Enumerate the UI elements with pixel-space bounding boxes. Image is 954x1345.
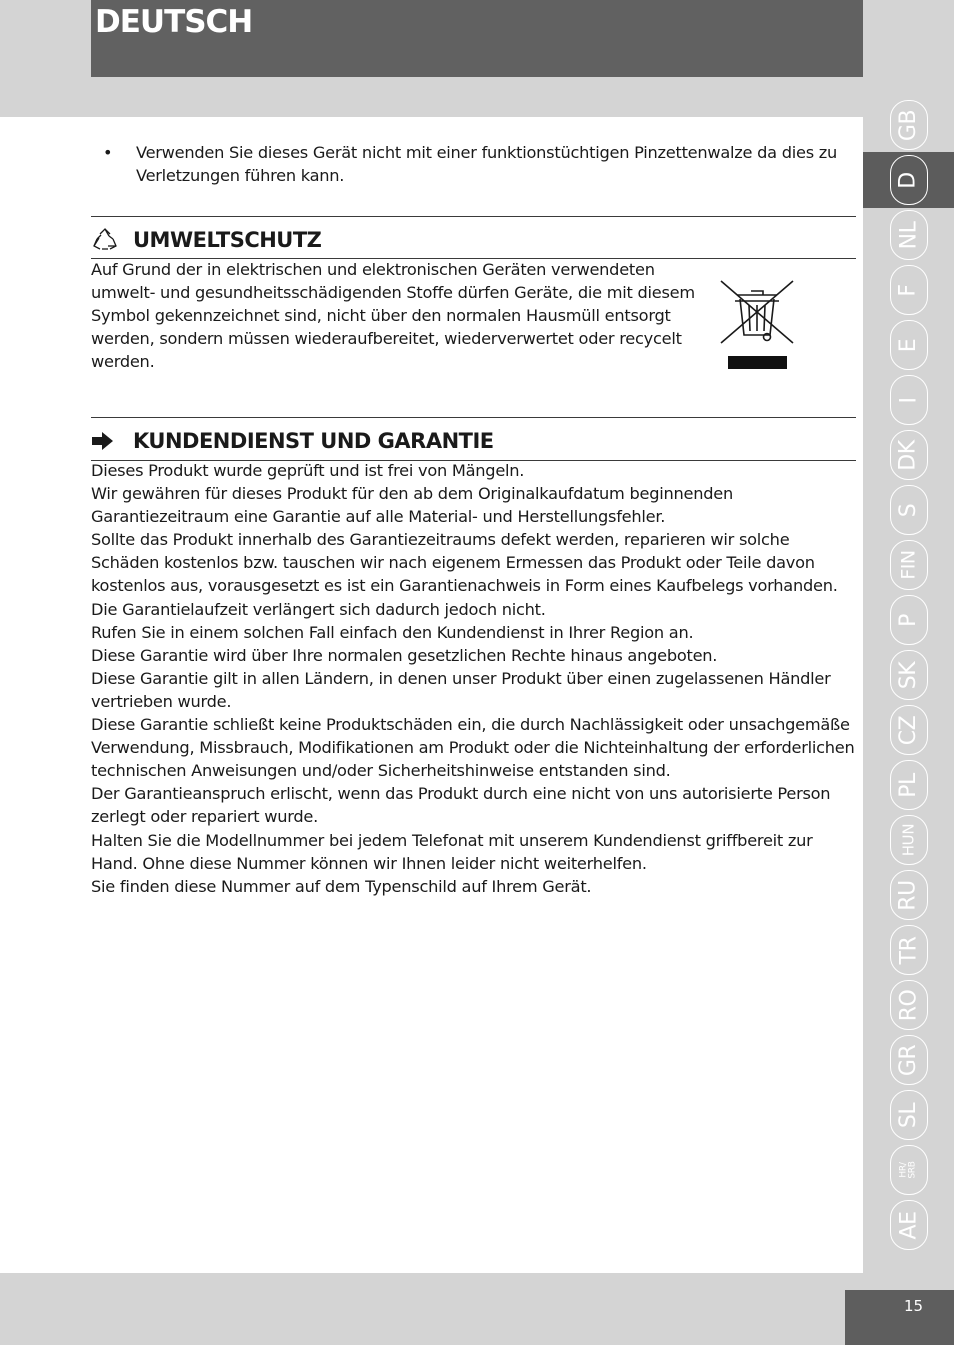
service-paragraph: Wir gewähren für dieses Produkt für den ab dem Originalkaufdatum beginnenden Garantiezeitraum eine Garantie auf alle Material- und Herstellungsfehler.	[91, 484, 733, 527]
language-tab-fin[interactable]: FIN	[863, 537, 954, 593]
language-tab-s[interactable]: S	[863, 482, 954, 538]
service-paragraph: Halten Sie die Modellnummer bei jedem Telefonat mit unserem Kundendienst griffbereit zur Hand. Ohne diese Nummer können wir Ihnen leider nicht weiterhelfen.	[91, 830, 813, 873]
service-title: KUNDENDIENST UND GARANTIE	[133, 429, 494, 453]
safety-bullet	[103, 141, 853, 187]
environment-text: Auf Grund der in elektrischen und elektronischen Geräten verwendeten umwelt- und gesundheitsschädigenden Stoffe dürfen Geräte, die mit diesem Symbol gekennzeichnet sind, nicht über den normalen Hausmüll entsorgt werden, sondern müssen wiederaufbereitet, wiederverwertet oder recycelt werden.	[91, 260, 695, 372]
recycle-icon	[91, 226, 121, 254]
language-tab-nl[interactable]: NL	[863, 207, 954, 263]
crossed-out-wheelie-bin-icon	[717, 279, 797, 373]
environment-heading	[91, 222, 856, 258]
language-tab-sl[interactable]: SL	[863, 1087, 954, 1143]
bullet-text: Verwenden Sie dieses Gerät nicht mit einer funktionstüchtigen Pinzettenwalze da dies zu Verletzungen führen kann.	[136, 143, 838, 186]
language-tab-ro[interactable]: RO	[863, 977, 954, 1033]
service-text	[91, 459, 856, 898]
language-tab-p[interactable]: P	[863, 592, 954, 648]
service-heading	[91, 423, 856, 459]
language-tab-hun[interactable]: HUN	[863, 812, 954, 868]
page-number: 15	[904, 1297, 924, 1315]
language-tab-gb[interactable]: GB	[863, 97, 954, 153]
language-tab-d[interactable]: D	[863, 152, 954, 208]
service-paragraph: Der Garantieanspruch erlischt, wenn das Produkt durch eine nicht von uns autorisierte Person zerlegt oder repariert wurde.	[91, 784, 831, 827]
language-tab-i[interactable]: I	[863, 372, 954, 428]
header-bar	[91, 0, 863, 77]
language-tab-sk[interactable]: SK	[863, 647, 954, 703]
language-tab-ae[interactable]: AE	[863, 1197, 954, 1253]
language-tab-e[interactable]: E	[863, 317, 954, 373]
environment-title: UMWELTSCHUTZ	[133, 228, 322, 252]
page-title: DEUTSCH	[95, 4, 253, 40]
language-tab-cz[interactable]: CZ	[863, 702, 954, 758]
language-tab-hr-srb[interactable]: HR/ SRB	[863, 1142, 954, 1198]
service-paragraph: Sie finden diese Nummer auf dem Typenschild auf Ihrem Gerät.	[91, 876, 592, 896]
bullet-point: •	[103, 143, 113, 162]
language-tab-ru[interactable]: RU	[863, 867, 954, 923]
language-tab-f[interactable]: F	[863, 262, 954, 318]
language-tab-tr[interactable]: TR	[863, 922, 954, 978]
service-paragraph: Diese Garantie wird über Ihre normalen gesetzlichen Rechte hinaus angeboten.	[91, 645, 718, 665]
service-paragraph: Sollte das Produkt innerhalb des Garantiezeitraums defekt werden, reparieren wir solche Schäden kostenlos bzw. tauschen wir nach eigenem Ermessen das Produkt oder Teile davon kostenlos aus, vorausgesetzt es ist ein Garantienachweis in Form eines Kaufbelegs vorhanden.	[91, 530, 838, 596]
service-paragraph: Die Garantielaufzeit verlängert sich dadurch jedoch nicht.	[91, 599, 546, 619]
footer-bar	[337, 1273, 845, 1345]
language-tab-pl[interactable]: PL	[863, 757, 954, 813]
section-rule-top	[91, 417, 856, 418]
service-paragraph: Diese Garantie schließt keine Produktschäden ein, die durch Nachlässigkeit oder unsachgemäße Verwendung, Missbrauch, Modifikationen am Produkt oder die Nichteinhaltung der erforderlichen technischen Anweisungen und/oder Sicherheitshinweise entstanden sind.	[91, 715, 855, 781]
service-paragraph: Dieses Produkt wurde geprüft und ist frei von Mängeln.	[91, 461, 525, 480]
language-tab-gr[interactable]: GR	[863, 1032, 954, 1088]
language-tab-dk[interactable]: DK	[863, 427, 954, 483]
page-number-box	[845, 1290, 954, 1345]
section-rule-top	[91, 216, 856, 217]
service-paragraph: Rufen Sie in einem solchen Fall einfach den Kundendienst in Ihrer Region an.	[91, 622, 694, 642]
arrow-right-icon	[91, 430, 121, 452]
service-paragraph: Diese Garantie gilt in allen Ländern, in denen unser Produkt über einen zugelassenen Händler vertrieben wurde.	[91, 668, 831, 711]
